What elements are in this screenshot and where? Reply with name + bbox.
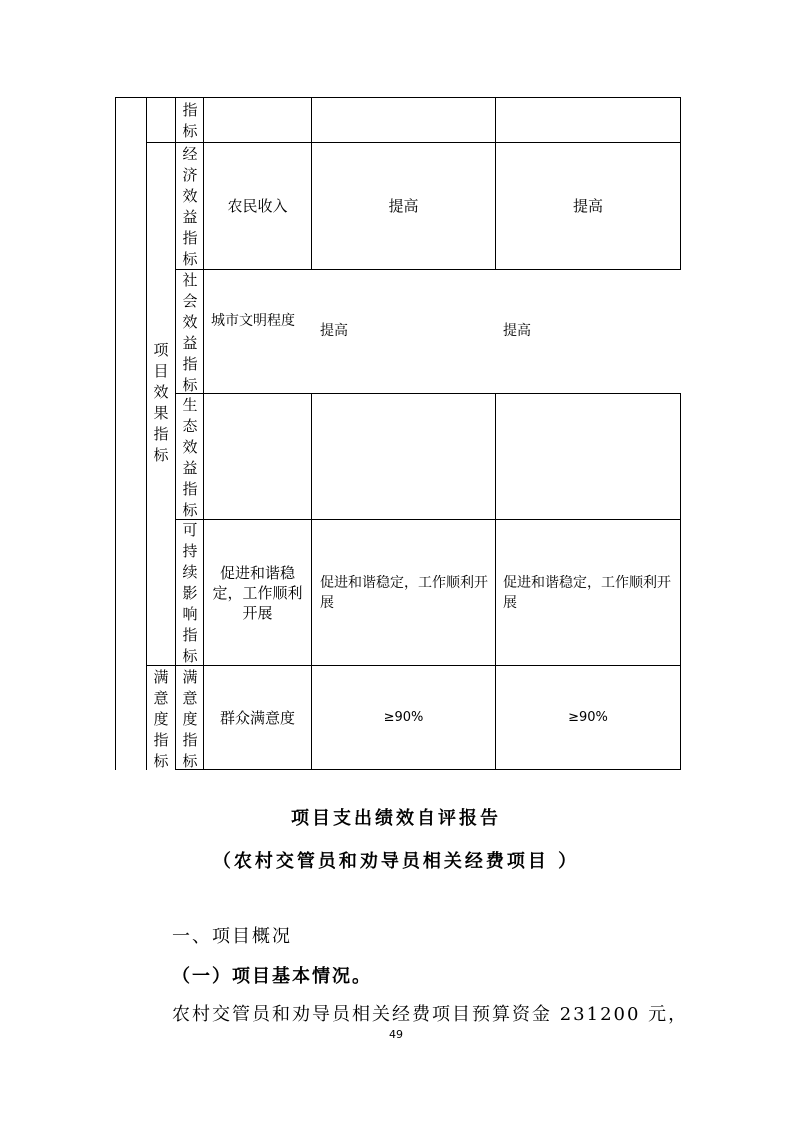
page-number: 49	[389, 1028, 403, 1041]
level3-label: 社 会 效 益 指 标	[182, 271, 198, 394]
report-title: 项目支出绩效自评报告	[291, 808, 501, 829]
indicator-cell: 促进和谐稳定，工作顺利开展	[212, 563, 303, 622]
level3-label: 生 态 效 益 指 标	[182, 396, 198, 519]
subsection-heading: （一）项目基本情况。	[172, 966, 372, 987]
indicator-cell: 群众满意度	[219, 708, 295, 727]
section-heading: 一、项目概况	[172, 926, 292, 947]
level3-cell	[178, 395, 202, 521]
level3-cell	[178, 100, 202, 142]
level3-cell	[178, 270, 202, 396]
body-paragraph: 农村交管员和劝导员相关经费项目预算资金 231200 元，	[172, 1004, 689, 1025]
level3-label: 可 持 续 影 响 指 标	[182, 521, 198, 665]
report-subtitle: （农村交管员和劝导员相关经费项目 ）	[212, 851, 580, 872]
level3-label: 经 济 效 益 指 标	[182, 145, 198, 268]
level2-cell	[149, 667, 173, 772]
level3-cell	[178, 144, 202, 270]
indicator-cell: 农民收入	[227, 197, 288, 215]
level3-label: 满 意 度 指 标	[182, 668, 198, 770]
indicator-cell: 城市文明程度	[211, 313, 295, 329]
actual-value-cell: 提高	[503, 323, 531, 339]
target-value-cell: 提高	[320, 323, 348, 339]
level2-label: 满 意 度 指 标	[153, 668, 169, 770]
target-value-cell: ≥90%	[383, 709, 424, 725]
actual-value-cell: 提高	[572, 197, 603, 215]
actual-value-cell: ≥90%	[568, 709, 608, 725]
level2-label: 项 目 效 果 指 标	[153, 341, 169, 464]
actual-value-cell: 促进和谐稳定，工作顺利开展	[503, 575, 671, 611]
level3-cell	[178, 520, 202, 667]
target-value-cell: 提高	[388, 197, 419, 215]
level3-label: 指 标	[182, 101, 198, 140]
target-value-cell: 促进和谐稳定，工作顺利开展	[320, 575, 488, 611]
level3-cell	[178, 667, 202, 772]
level2-cell	[149, 340, 173, 466]
